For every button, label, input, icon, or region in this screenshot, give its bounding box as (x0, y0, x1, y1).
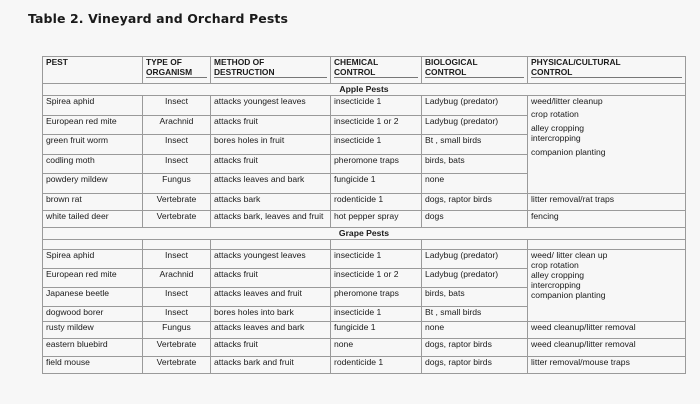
organism-type: Vertebrate (143, 339, 211, 356)
chemical-control: insecticide 1 (331, 96, 422, 116)
pest-name: eastern bluebird (43, 339, 143, 356)
physical-control: litter removal/mouse traps (528, 356, 686, 373)
pest-name: rusty mildew (43, 321, 143, 338)
header-method: METHOD OF DESTRUCTION (211, 57, 331, 84)
pest-table (42, 56, 686, 374)
chemical-control: pheromone traps (331, 288, 422, 307)
destruction-method: bores holes in fruit (211, 135, 331, 155)
pest-name: European red mite (43, 115, 143, 135)
chemical-control: rodenticide 1 (331, 193, 422, 210)
pest-name: green fruit worm (43, 135, 143, 155)
biological-control: dogs, raptor birds (422, 193, 528, 210)
organism-type: Insect (143, 96, 211, 116)
destruction-method: attacks youngest leaves (211, 250, 331, 269)
spacer-row (43, 240, 686, 250)
physical-control-group: weed/litter cleanup crop rotation alley cropping intercropping companion planting (528, 96, 686, 194)
destruction-method: bores holes into bark (211, 306, 331, 321)
physical-control: weed cleanup/litter removal (528, 321, 686, 338)
apple-section-heading: Apple Pests (43, 84, 686, 96)
header-physical: PHYSICAL/CULTURAL CONTROL (528, 57, 686, 84)
pest-name: powdery mildew (43, 174, 143, 194)
biological-control: dogs, raptor birds (422, 356, 528, 373)
destruction-method: attacks bark, leaves and fruit (211, 210, 331, 227)
biological-control: Ladybug (predator) (422, 269, 528, 288)
header-pest: PEST (43, 57, 143, 84)
destruction-method: attacks fruit (211, 269, 331, 288)
header-row (43, 57, 686, 84)
table-row (43, 321, 686, 338)
grape-section-heading: Grape Pests (43, 228, 686, 240)
header-chemical: CHEMICAL CONTROL (331, 57, 422, 84)
pest-name: European red mite (43, 269, 143, 288)
biological-control: dogs (422, 210, 528, 227)
organism-type: Insect (143, 250, 211, 269)
pest-name: Spirea aphid (43, 250, 143, 269)
physical-control: weed cleanup/litter removal (528, 339, 686, 356)
pest-name: field mouse (43, 356, 143, 373)
biological-control: none (422, 174, 528, 194)
chemical-control: pheromone traps (331, 154, 422, 174)
organism-type: Arachnid (143, 115, 211, 135)
destruction-method: attacks leaves and bark (211, 321, 331, 338)
destruction-method: attacks fruit (211, 339, 331, 356)
chemical-control: rodenticide 1 (331, 356, 422, 373)
organism-type: Vertebrate (143, 356, 211, 373)
chemical-control: insecticide 1 or 2 (331, 115, 422, 135)
table-row (43, 339, 686, 356)
table-row (43, 356, 686, 373)
table-title: Table 2. Vineyard and Orchard Pests (28, 11, 288, 26)
destruction-method: attacks leaves and bark (211, 174, 331, 194)
destruction-method: attacks leaves and fruit (211, 288, 331, 307)
chemical-control: insecticide 1 (331, 135, 422, 155)
biological-control: Bt , small birds (422, 135, 528, 155)
table-row (43, 210, 686, 227)
organism-type: Insect (143, 135, 211, 155)
header-type: TYPE OF ORGANISM (143, 57, 211, 84)
pest-name: brown rat (43, 193, 143, 210)
destruction-method: attacks youngest leaves (211, 96, 331, 116)
table-row (43, 250, 686, 269)
biological-control: Ladybug (predator) (422, 96, 528, 116)
header-biological: BIOLOGICAL CONTROL (422, 57, 528, 84)
biological-control: Ladybug (predator) (422, 250, 528, 269)
organism-type: Vertebrate (143, 193, 211, 210)
organism-type: Insect (143, 306, 211, 321)
biological-control: none (422, 321, 528, 338)
chemical-control: fungicide 1 (331, 174, 422, 194)
organism-type: Vertebrate (143, 210, 211, 227)
table-row (43, 193, 686, 210)
biological-control: Bt , small birds (422, 306, 528, 321)
biological-control: birds, bats (422, 154, 528, 174)
chemical-control: insecticide 1 (331, 250, 422, 269)
chemical-control: insecticide 1 or 2 (331, 269, 422, 288)
destruction-method: attacks bark and fruit (211, 356, 331, 373)
physical-control: fencing (528, 210, 686, 227)
chemical-control: fungicide 1 (331, 321, 422, 338)
pest-name: codling moth (43, 154, 143, 174)
pest-name: dogwood borer (43, 306, 143, 321)
biological-control: birds, bats (422, 288, 528, 307)
pest-name: Japanese beetle (43, 288, 143, 307)
destruction-method: attacks fruit (211, 154, 331, 174)
chemical-control: insecticide 1 (331, 306, 422, 321)
organism-type: Fungus (143, 174, 211, 194)
table-row (43, 96, 686, 116)
chemical-control: none (331, 339, 422, 356)
pest-name: Spirea aphid (43, 96, 143, 116)
destruction-method: attacks fruit (211, 115, 331, 135)
organism-type: Fungus (143, 321, 211, 338)
organism-type: Insect (143, 154, 211, 174)
organism-type: Insect (143, 288, 211, 307)
organism-type: Arachnid (143, 269, 211, 288)
physical-control: litter removal/rat traps (528, 193, 686, 210)
chemical-control: hot pepper spray (331, 210, 422, 227)
biological-control: Ladybug (predator) (422, 115, 528, 135)
biological-control: dogs, raptor birds (422, 339, 528, 356)
pest-name: white tailed deer (43, 210, 143, 227)
physical-control-group: weed/ litter clean up crop rotation alley cropping intercropping companion planting (528, 250, 686, 322)
destruction-method: attacks bark (211, 193, 331, 210)
